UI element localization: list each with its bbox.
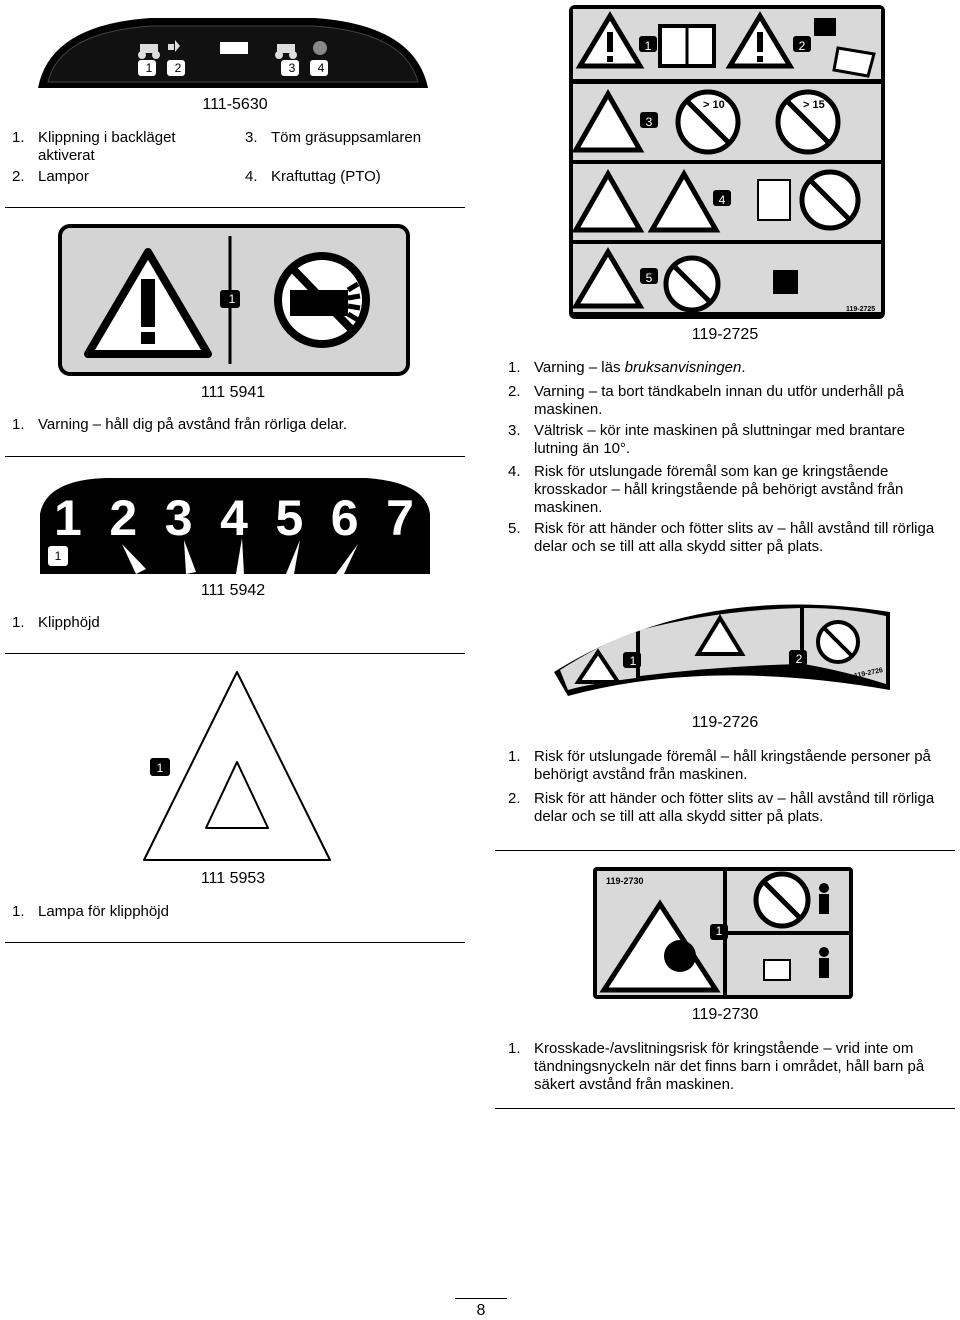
list-item: 1. Lampa för klipphöjd <box>12 903 169 920</box>
list-item: 3. Vältrisk – kör inte maskinen på sluttningar med brantare lutning än 10°. <box>508 422 906 457</box>
callout-1: 1 <box>228 292 236 306</box>
digit: 2 <box>109 490 138 546</box>
list-item: 2. Varning – ta bort tändkabeln innan du utför underhåll på maskinen. <box>508 383 904 418</box>
slope-label: > 10 <box>703 99 725 111</box>
decal-code-111-5953: 111 5953 <box>200 870 266 887</box>
digit: 7 <box>386 490 414 546</box>
digit: 5 <box>275 490 304 546</box>
divider <box>5 942 465 943</box>
callout-4: 4 <box>317 61 325 75</box>
page-number-rule <box>455 1298 507 1299</box>
divider <box>5 653 465 654</box>
list-item: 1. Klippning i backläget aktiverat <box>12 129 176 164</box>
callout-5: 5 <box>645 271 653 285</box>
digit: 1 <box>54 490 82 546</box>
divider <box>5 207 465 208</box>
divider <box>495 1108 955 1109</box>
list-item: 1. Krosskade-/avslitningsrisk för kringstående – vrid inte om tändningsnyckeln när det finns barn i området, håll barn på säkert avstånd från maskinen. <box>508 1040 925 1093</box>
list-item: 1. Varning – läs bruksanvisningen. <box>508 359 746 376</box>
list-item: 1. Klipphöjd <box>12 614 100 631</box>
decal-code-119-2730: 119-2730 <box>691 1006 759 1023</box>
decal-111-5630-image <box>30 10 435 95</box>
list-item: 4. Risk för utslungade föremål som kan ge kringstående krosskador – håll kringstående på behörigt avstånd från maskinen. <box>508 463 904 516</box>
divider <box>5 456 465 457</box>
decal-small-code: 119-2725 <box>846 306 876 313</box>
slope-label: > 15 <box>803 99 825 111</box>
callout-1: 1 <box>54 549 62 563</box>
callout-4: 4 <box>718 193 726 207</box>
list-item: 2. Lampor <box>12 168 89 185</box>
divider <box>495 850 955 851</box>
callout-3: 3 <box>288 61 296 75</box>
digit: 6 <box>330 490 359 546</box>
list-item: 4. Kraftuttag (PTO) <box>245 168 381 185</box>
decal-119-2726-image <box>548 592 894 700</box>
digit: 4 <box>220 490 248 546</box>
page-number: 8 <box>476 1302 486 1319</box>
height-digits <box>54 490 414 550</box>
callout-2: 2 <box>798 39 806 53</box>
list-item: 2. Risk för att händer och fötter slits av – håll avstånd till rörliga delar och se till att alla skydd sitter på plats. <box>508 790 935 825</box>
list-item: 1. Varning – håll dig på avstånd från rörliga delar. <box>12 416 348 433</box>
list-item: 3. Töm gräsuppsamlaren <box>245 129 422 146</box>
decal-small-code: 119-2730 <box>606 876 644 886</box>
digit: 3 <box>164 490 193 546</box>
decal-small-code: 119-2726 <box>853 667 884 680</box>
callout-3: 3 <box>645 115 653 129</box>
decal-code-119-2726: 119-2726 <box>691 714 759 731</box>
decal-code-111-5630: 111-5630 <box>202 96 268 113</box>
decal-code-111-5942: 111 5942 <box>200 582 266 599</box>
callout-1: 1 <box>644 39 652 53</box>
callout-2: 2 <box>795 652 803 666</box>
callout-1: 1 <box>629 654 637 668</box>
decal-code-119-2725: 119-2725 <box>691 326 759 343</box>
decal-119-2725-image <box>568 4 886 320</box>
list-item: 1. Risk för utslungade föremål – håll kringstående personer på behörigt avstånd från maskinen. <box>508 748 931 783</box>
callout-1: 1 <box>715 924 723 938</box>
decal-code-111-5941: 111 5941 <box>200 384 266 401</box>
callout-2: 2 <box>174 61 182 75</box>
callout-1: 1 <box>145 61 153 75</box>
callout-1: 1 <box>156 761 164 775</box>
list-item: 5. Risk för att händer och fötter slits av – håll avstånd till rörliga delar och se till att alla skydd sitter på plats. <box>508 520 935 555</box>
